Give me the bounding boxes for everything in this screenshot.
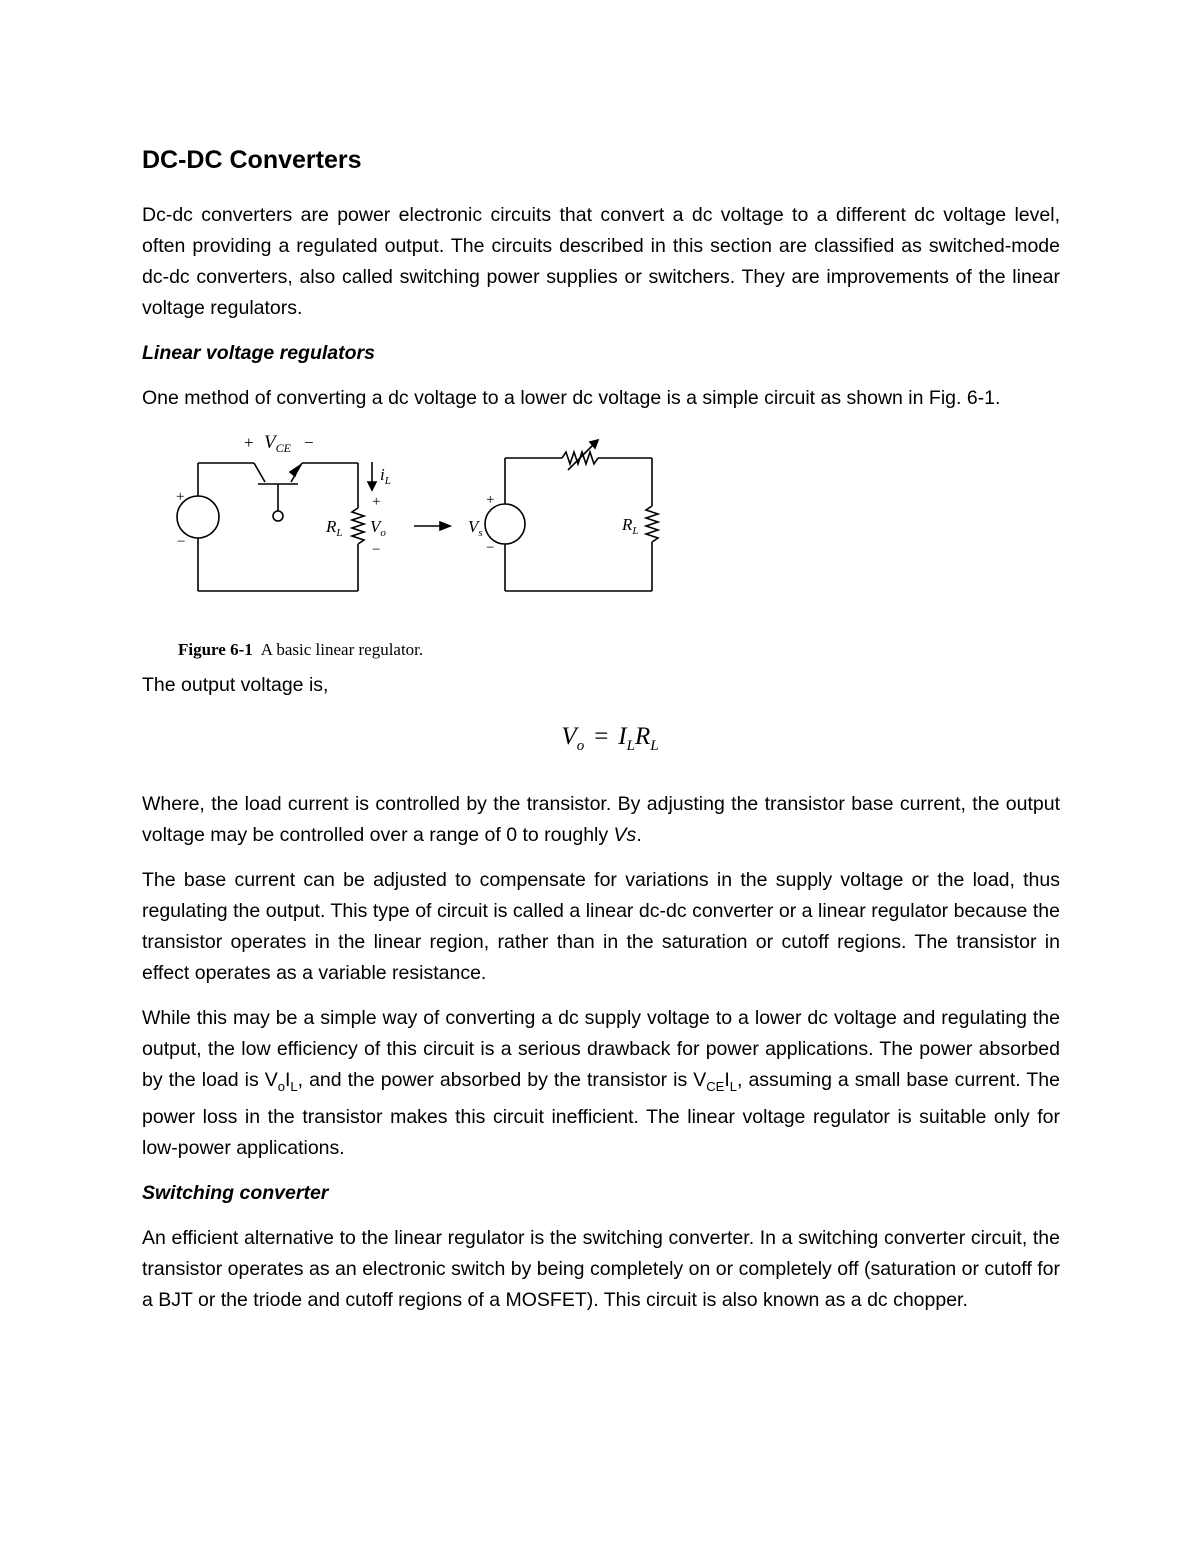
vo-plus-label: + [372,494,381,510]
linear-paragraph-4: The base current can be adjusted to compensate for variations in the supply voltage or the load, thus regulating the output. This type of circuit is called a linear dc-dc converter or a linear regulator because the transistor operates in the linear region, rather than in the saturation or cutoff regions. The transistor in effect operates as a variable resistance. [142,869,1060,984]
linear-regulator-circuit [177,462,376,591]
vo-label: $V_o$ [370,517,386,539]
equivalence-arrow [414,522,450,530]
page-title: DC-DC Converters [142,146,362,174]
voltage-source-symbol [485,504,525,544]
eq-vo: $V_o$ [561,723,585,754]
intro-paragraph: Dc-dc converters are power electronic circuits that convert a dc voltage to a different dc voltage level, often providing a regulated output. The circuits described in this section are classified as switched-mode dc-dc converters, also called switching power supplies or switchers. They are improvements of the linear voltage regulators. [142,204,1060,319]
source-minus-label: − [177,534,186,550]
source-plus-label: + [176,489,185,505]
vce-minus-label: − [304,433,314,452]
vs-plus-label: + [486,492,495,508]
circuit-diagram [172,428,712,638]
linear-paragraph-5: While this may be a simple way of converting a dc supply voltage to a lower dc voltage and regulating the output, the low efficiency of this circuit is a serious drawback for power applications. The power absorbed by the load is $V_oI_L$, and the power absorbed by the transistor is $V_{CE}I_L$, assuming a small base current. The power loss in the transistor makes this circuit inefficient. The linear voltage regulator is suitable only for low-power applications. [142,1007,1060,1159]
rl-label-left: $R_L$ [326,517,343,539]
section-heading-switching: Switching converter [142,1181,329,1204]
switching-paragraph-1: An efficient alternative to the linear regulator is the switching converter. In a switching converter circuit, the transistor operates as an electronic switch by being completely on or completely off (saturation or cutoff for a BJT or the triode and cutoff regions of a MOSFET). This circuit is also known as a dc chopper. [142,1226,1060,1311]
current-arrow [368,462,376,490]
figure-6-1 [142,428,1060,658]
figure-caption [178,640,423,660]
vs-minus-label: − [486,540,495,556]
figure-caption-text: A basic linear regulator. [260,640,424,659]
load-resistor-symbol [646,506,658,542]
vce-plus-label: + [244,433,254,452]
document-body [142,142,1060,1330]
figure-caption-label: Figure 6-1 [178,640,253,659]
linear-paragraph-2: The output voltage is, [142,674,329,696]
vs-label: $V_s$ [468,517,483,539]
output-voltage-equation [142,723,1060,759]
section-heading-linear: Linear voltage regulators [142,342,375,364]
eq-il: $I_L$ [618,723,635,754]
vce-label: $V_{CE}$ [264,432,291,455]
eq-rl: $R_L$ [634,723,659,754]
linear-paragraph-1: One method of converting a dc voltage to a lower dc voltage is a simple circuit as shown in Fig. 6-1. [142,387,1001,409]
eq-equals: = [594,723,609,750]
variable-resistor-symbol [562,440,598,470]
il-label: $i_L$ [380,465,391,487]
rl-label-right: $R_L$ [622,515,639,537]
load-resistor-symbol [352,508,364,544]
linear-paragraph-3: Where, the load current is controlled by the transistor. By adjusting the transistor base current, the output voltage may be controlled over a range of 0 to roughly Vs. [142,793,1060,846]
transistor-symbol [254,463,302,521]
vo-minus-label: − [372,542,381,558]
